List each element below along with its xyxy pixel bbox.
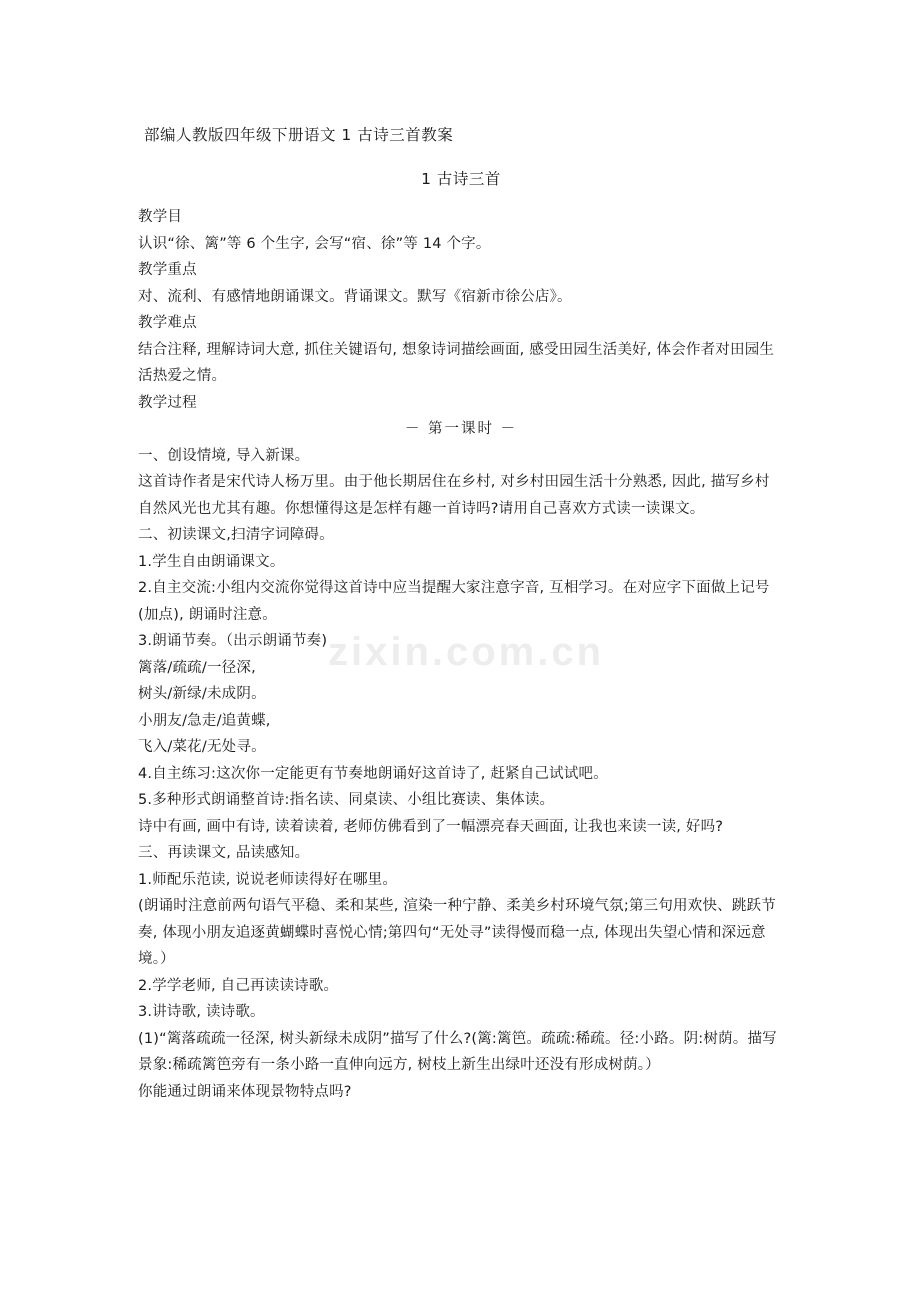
body-line: 诗中有画, 画中有诗, 读着读着, 老师仿佛看到了一幅漂亮春天画面, 让我也来读一读, 好吗?: [138, 818, 724, 835]
body-line: 3.讲诗歌, 读诗歌。: [138, 1004, 265, 1020]
body-line: 一、创设情境, 导入新课。: [138, 447, 310, 464]
body-line: 1.学生自由朗诵课文。: [138, 553, 285, 570]
body-line: 认识“徐、篱”等 6 个生字, 会写“宿、徐”等 14 个字。: [138, 235, 491, 252]
body-line: 二、初读课文,扫清字词障碍。: [138, 527, 334, 543]
body-line: 三、再读课文, 品读感知。: [138, 845, 310, 861]
body-line: 教学重点: [138, 262, 197, 278]
body-line: 你能通过朗诵来体现景物特点吗?: [138, 1083, 352, 1100]
watermark: zixin.com.cn: [327, 630, 605, 674]
body-line: 5.多种形式朗诵整首诗:指名读、同桌读、小组比赛读、集体读。: [138, 792, 555, 808]
body-line: 教学难点: [138, 315, 197, 331]
body-line: 1.师配乐范读, 说说老师读得好在哪里。: [138, 871, 398, 888]
poem-line: 小朋友/急走/追黄蝶,: [138, 712, 271, 729]
body-line: 教学目: [138, 209, 183, 225]
poem-line: 树头/新绿/未成阴。: [138, 686, 266, 702]
body-line: 4.自主练习:这次你一定能更有节奏地朗诵好这首诗了, 赶紧自己试试吧。: [138, 765, 608, 782]
body-line: 对、流利、有感情地朗诵课文。背诵课文。默写《宿新市徐公店》。: [138, 288, 572, 305]
body-line: 教学过程: [138, 394, 197, 411]
body-line-section-heading: － 第一课时 －: [404, 421, 518, 437]
body-line: (朗诵时注意前两句语气平稳、柔和某些, 渲染一种宁静、柔美乡村环境气氛;第三句用欢快、跳跃节奏, 体现小朋友追逐黄蝴蝶时喜悦心情;第四句“无处寻”读得慢而稳一点, 体现出失望心情和深远意境。）: [138, 898, 776, 967]
document-content: [138, 120, 784, 1105]
body-line: 2.自主交流:小组内交流你觉得这首诗中应当提醒大家注意字音, 互相学习。在对应字下面做上记号(加点), 朗诵时注意。: [138, 580, 770, 623]
lesson-title: 1 古诗三首: [421, 170, 501, 188]
body-line: 3.朗诵节奏。（出示朗诵节奏): [138, 633, 328, 649]
body-line: 结合注释, 理解诗词大意, 抓住关键语句, 想象诗词描绘画面, 感受田园生活美好, 体会作者对田园生活热爱之情。: [138, 341, 775, 384]
body-line: 2.学学老师, 自己再读读诗歌。: [138, 977, 339, 994]
body-line: 这首诗作者是宋代诗人杨万里。由于他长期居住在乡村, 对乡村田园生活十分熟悉, 因此, 描写乡村自然风光也尤其有趣。你想懂得这是怎样有趣一首诗吗?请用自己喜欢方式读一读课文。: [138, 474, 770, 517]
document-title: 部编人教版四年级下册语文 1 古诗三首教案: [144, 126, 454, 144]
body-line: (1)“篱落疏疏一径深, 树头新绿未成阴”描写了什么?(篱:篱笆。疏疏:稀疏。径:小路。阴:树荫。描写景象:稀疏篱笆旁有一条小路一直伸向远方, 树枝上新生出绿叶还没有形成树荫。）: [138, 1030, 777, 1073]
poem-line: 篱落/疏疏/一径深,: [138, 659, 256, 676]
poem-line: 飞入/菜花/无处寻。: [138, 739, 266, 755]
